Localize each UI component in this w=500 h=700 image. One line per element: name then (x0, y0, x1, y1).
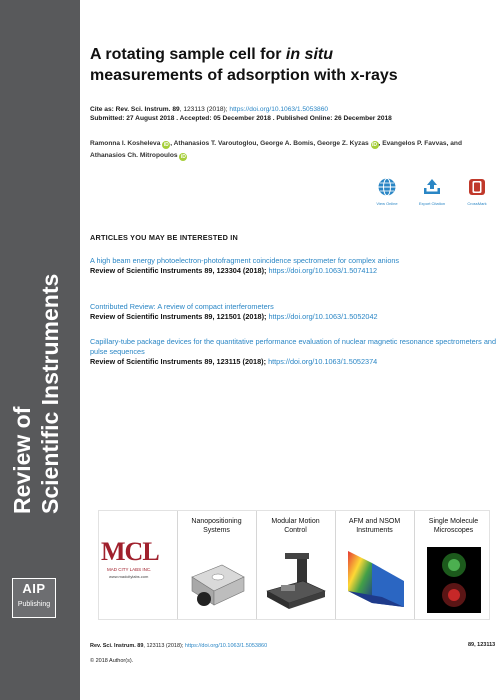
related-articles-heading: ARTICLES YOU MAY BE INTERESTED IN (90, 233, 238, 242)
related-doi-link[interactable]: https://doi.org/10.1063/1.5052042 (268, 312, 378, 321)
ad-panel-title: Single Molecule Microscopes (428, 518, 479, 534)
aip-logo-text: AIP (22, 581, 46, 596)
view-online-button[interactable] (367, 177, 407, 206)
ad-panel-title: Modular Motion Control (271, 518, 320, 534)
related-volume: 89 (204, 312, 213, 321)
microscopy-image (421, 547, 487, 613)
related-journal: Review of Scientific Instruments (90, 312, 205, 321)
citation-block (90, 105, 495, 123)
author[interactable]: George Z. Kyzas (317, 140, 369, 147)
related-volume: 89 (204, 266, 213, 275)
orcid-icon[interactable]: iD (163, 142, 169, 148)
nanopositioner-image (184, 547, 250, 613)
related-rest: , 123304 (2018); (212, 266, 269, 275)
mcl-url: www.madcitylabs.com (109, 574, 149, 579)
author[interactable]: Athanasios T. Varoutoglou (173, 140, 257, 147)
related-article-title[interactable]: Capillary-tube package devices for the quantitative performance evaluation of nuclear magnetic resonance spectrometers and pulse sequences (90, 337, 497, 356)
footer-page-ref: 89, 123113 (468, 642, 496, 648)
related-rest: , 121501 (2018); (212, 312, 269, 321)
ad-panel-title: Nanopositioning Systems (191, 518, 242, 534)
journal-name-line2: Scientific Instruments (37, 273, 63, 514)
export-icon (422, 177, 442, 197)
related-article-citation (90, 266, 500, 276)
journal-name-line1: Review of (9, 406, 35, 514)
title-text-1: A rotating sample cell for (90, 46, 286, 63)
crossmark-icon (467, 177, 487, 197)
crossmark-button[interactable] (457, 177, 497, 206)
cite-rest: , 123113 (2018); (179, 106, 230, 113)
related-volume: 89 (204, 357, 213, 366)
dates-line: Submitted: 27 August 2018 . Accepted: 05 December 2018 . Published Online: 26 December 2018 (90, 115, 392, 122)
view-online-label: View Online (376, 201, 398, 206)
cite-as-line (90, 105, 495, 114)
related-article (90, 302, 500, 322)
ad-panel (256, 511, 334, 619)
journal-name-vertical (8, 150, 78, 530)
export-citation-label: Export Citation (418, 201, 446, 206)
cover-page (90, 0, 500, 700)
article-title (90, 44, 495, 86)
aip-publishing-logo[interactable] (12, 578, 56, 618)
ad-panel (414, 511, 492, 619)
author-list: Ramonna I. Kosheleva iD , Athanasios T. Varoutoglou, George A. Bomis, George Z. Kyzas iD , Evangelos P. Favvas, and Athanasios Ch. Mitropoulos iD (90, 140, 462, 160)
afm-scan-image (342, 547, 408, 613)
mcl-logo (99, 511, 171, 619)
cite-label: Cite as: Rev. Sci. Instrum. (90, 106, 173, 113)
motion-stage-image (263, 547, 329, 613)
related-journal: Review of Scientific Instruments (90, 357, 205, 366)
related-article (90, 256, 500, 276)
globe-icon (377, 177, 397, 197)
author[interactable]: George A. Bomis (260, 140, 314, 147)
export-citation-button[interactable] (412, 177, 452, 206)
related-article-title[interactable]: Contributed Review: A review of compact interferometers (90, 302, 274, 311)
related-doi-link[interactable]: https://doi.org/10.1063/1.5052374 (268, 357, 378, 366)
author[interactable]: Evangelos P. Favvas (382, 140, 447, 147)
page-footer (90, 642, 500, 651)
author[interactable]: Athanasios Ch. Mitropoulos (90, 151, 178, 159)
copyright-notice: © 2018 Author(s). (90, 658, 134, 664)
related-article (90, 337, 500, 367)
mcl-logo-mark: MCL (101, 537, 159, 566)
related-article-citation (90, 312, 500, 322)
related-doi-link[interactable]: https://doi.org/10.1063/1.5074112 (268, 266, 378, 275)
author[interactable]: Ramonna I. Kosheleva (90, 140, 161, 147)
ad-panel (177, 511, 255, 619)
orcid-icon[interactable]: iD (372, 142, 378, 148)
article-doi-link[interactable]: https://doi.org/10.1063/1.5053860 (229, 106, 329, 113)
journal-name-svg (8, 150, 78, 530)
cite-volume: 89 (172, 106, 180, 113)
related-rest: , 123115 (2018); (212, 357, 269, 366)
footer-doi-link[interactable]: https://doi.org/10.1063/1.5053860 (184, 643, 268, 649)
title-italic: in situ (285, 46, 333, 63)
related-article-title[interactable]: A high beam energy photoelectron-photofragment coincidence spectrometer for complex anions (90, 256, 400, 265)
ad-panel (335, 511, 413, 619)
footer-volume: 89 (137, 643, 144, 649)
orcid-icon[interactable]: iD (180, 153, 186, 160)
crossmark-label: CrossMark (467, 201, 487, 206)
ad-panel-title: AFM and NSOM Instruments (348, 518, 401, 534)
journal-sidebar (0, 0, 80, 700)
publishing-logo-text: Publishing (17, 601, 51, 608)
footer-rest: , 123113 (2018); (143, 643, 185, 649)
title-text-2: measurements of adsorption with x-rays (90, 67, 398, 84)
mcl-company-name: MAD CITY LABS INC. (107, 567, 152, 572)
related-journal: Review of Scientific Instruments (90, 266, 205, 275)
footer-journal: Rev. Sci. Instrum. (90, 643, 138, 649)
related-article-citation (90, 357, 500, 367)
advertisement-banner[interactable] (98, 510, 490, 620)
